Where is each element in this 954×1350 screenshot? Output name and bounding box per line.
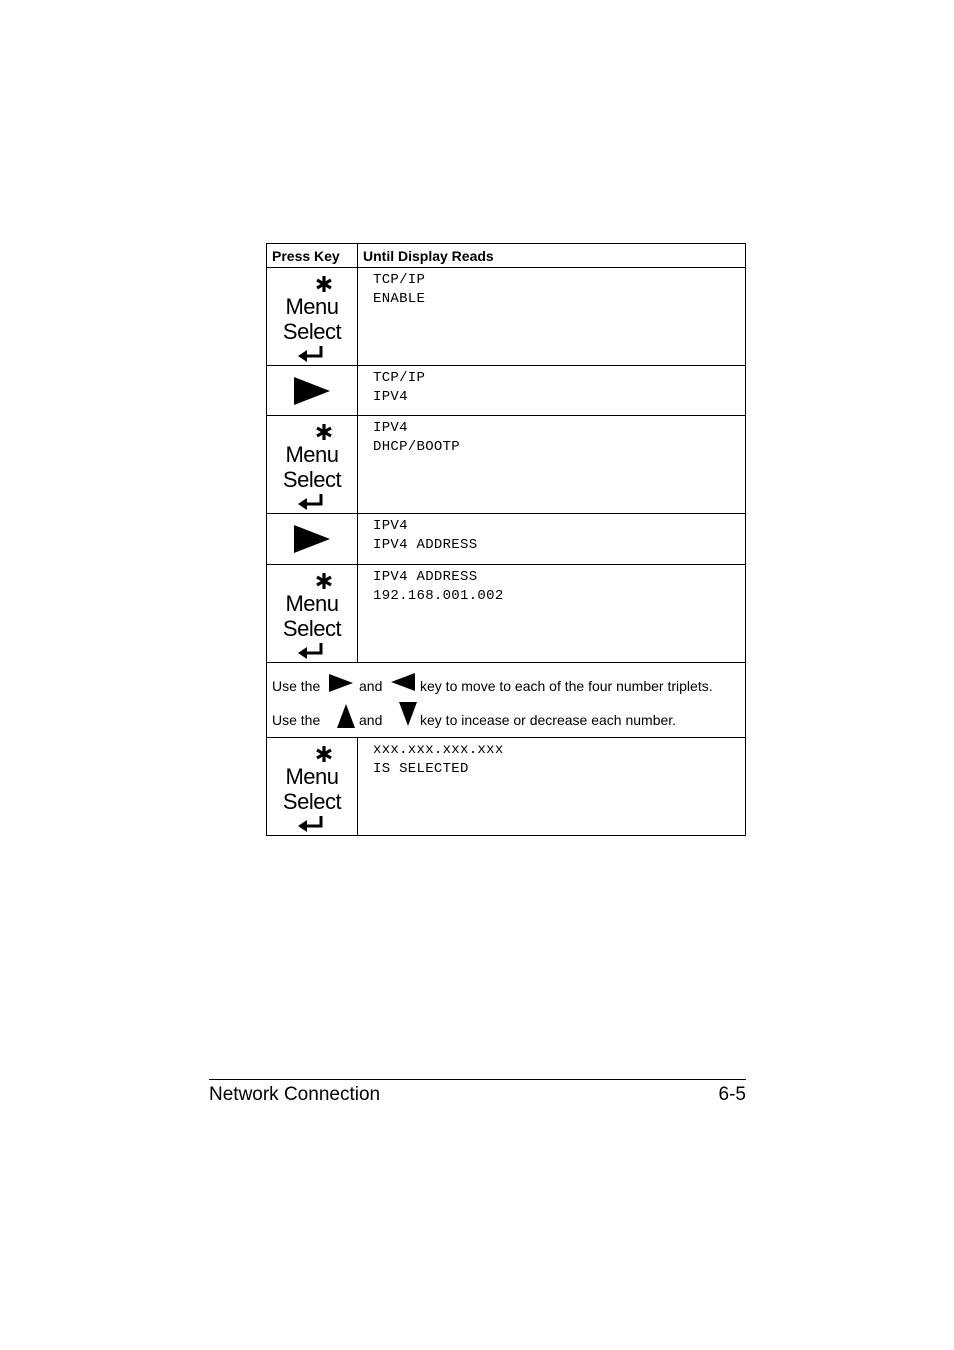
press-key-cell xyxy=(267,268,358,366)
press-key-cell xyxy=(267,565,358,663)
press-key-cell xyxy=(267,514,358,565)
table-row xyxy=(267,416,746,514)
instruction-line-1: Use the and key to move to each of the four number triplets. xyxy=(272,669,745,703)
procedure-table xyxy=(266,243,746,836)
menu-select-key-icon: Menu Select xyxy=(277,571,347,661)
table-header-row xyxy=(267,244,746,268)
right-arrow-key-icon xyxy=(292,375,332,407)
display-cell: TCP/IP IPV4 xyxy=(358,366,746,416)
instruction-line-2: Use the and key to incease or decrease each number. xyxy=(272,703,745,737)
display-cell: TCP/IP ENABLE xyxy=(358,268,746,366)
table-row xyxy=(267,565,746,663)
press-key-cell xyxy=(267,366,358,416)
until-display-header: Until Display Reads xyxy=(358,244,746,268)
instruction-cell xyxy=(267,663,746,738)
footer-section-title: Network Connection xyxy=(209,1084,381,1105)
right-arrow-icon xyxy=(328,673,354,693)
display-cell: IPV4 IPV4 ADDRESS xyxy=(358,514,746,565)
left-arrow-icon xyxy=(390,672,416,692)
table-row xyxy=(267,738,746,836)
display-cell: xxx.xxx.xxx.xxx IS SELECTED xyxy=(358,738,746,836)
table-row xyxy=(267,366,746,416)
footer-page-number: 6-5 xyxy=(718,1084,746,1105)
up-arrow-icon xyxy=(336,703,356,729)
menu-select-key-icon: Menu Select xyxy=(277,274,347,364)
menu-select-key-icon: Menu Select xyxy=(277,744,347,834)
table-row xyxy=(267,514,746,565)
press-key-cell xyxy=(267,416,358,514)
display-cell: IPV4 DHCP/BOOTP xyxy=(358,416,746,514)
table-row xyxy=(267,268,746,366)
display-cell: IPV4 ADDRESS 192.168.001.002 xyxy=(358,565,746,663)
right-arrow-key-icon xyxy=(292,523,332,555)
down-arrow-icon xyxy=(398,701,418,727)
footer-divider xyxy=(209,1079,746,1080)
instruction-row xyxy=(267,663,746,738)
press-key-header: Press Key xyxy=(267,244,358,268)
menu-select-key-icon: Menu Select xyxy=(277,422,347,512)
press-key-cell xyxy=(267,738,358,836)
